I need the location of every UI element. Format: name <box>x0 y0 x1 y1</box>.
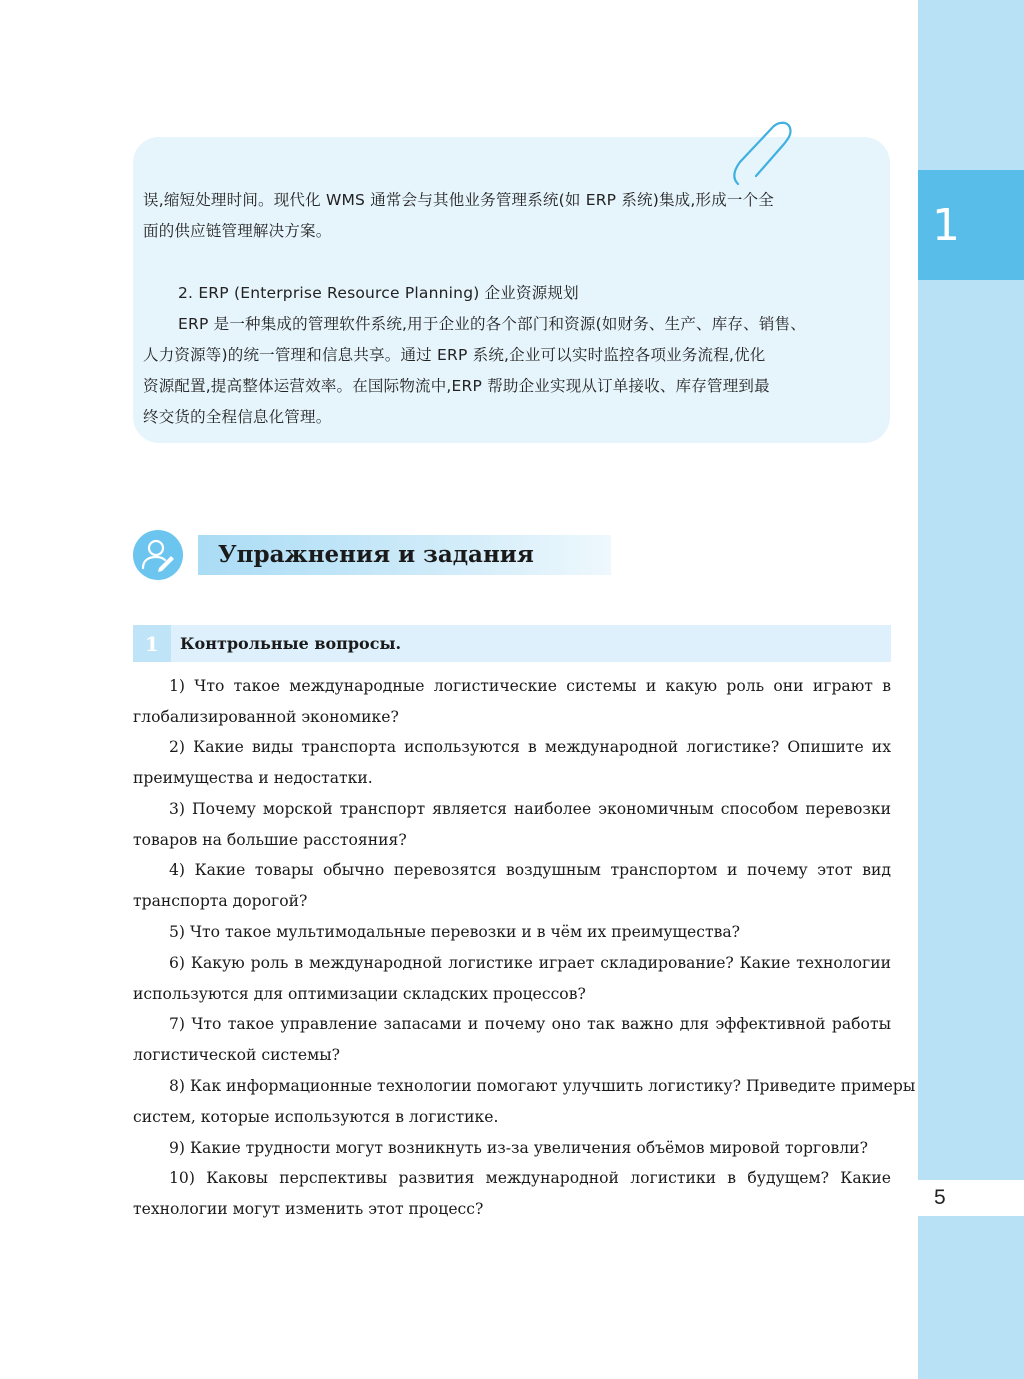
note-line: 误,缩短处理时间。现代化 WMS 通常会与其他业务管理系统(如 ERP 系统)集成,形成一个全 <box>143 191 775 209</box>
question-line: систем, которые используются в логистике. <box>133 1108 499 1126</box>
question-line: 1) Что такое международные логистические системы и какую роль они играют в <box>169 677 891 695</box>
note-line: 资源配置,提高整体运营效率。在国际物流中,ERP 帮助企业实现从订单接收、库存管理到最 <box>143 377 770 395</box>
question-line: транспорта дорогой? <box>133 892 308 910</box>
chapter-tab <box>918 170 1024 280</box>
control-number: 1 <box>133 625 171 662</box>
note-line: 终交货的全程信息化管理。 <box>143 408 332 426</box>
question-line: 10) Каковы перспективы развития международной логистики в будущем? Какие <box>169 1169 891 1187</box>
page-number-box <box>918 1180 1024 1216</box>
note-line: 人力资源等)的统一管理和信息共享。通过 ERP 系统,企业可以实时监控各项业务流程,优化 <box>143 346 766 364</box>
question-line: 2) Какие виды транспорта используются в международной логистике? Опишите их <box>169 738 891 756</box>
note-subheading: 2. ERP (Enterprise Resource Planning) 企业资源规划 <box>178 284 579 302</box>
note-line: ERP 是一种集成的管理软件系统,用于企业的各个部门和资源(如财务、生产、库存、销售、 <box>178 315 806 333</box>
note-line: 面的供应链管理解决方案。 <box>143 222 332 240</box>
question-line: 8) Как информационные технологии помогают улучшить логистику? Приведите примеры <box>169 1077 916 1095</box>
question-line: 9) Какие трудности могут возникнуть из-за увеличения объёмов мировой торговли? <box>169 1139 868 1157</box>
question-line: товаров на большие расстояния? <box>133 831 407 849</box>
question-line: 6) Какую роль в международной логистике играет складирование? Какие технологии <box>169 954 891 972</box>
chapter-number: 1 <box>932 199 960 251</box>
user-pen-icon <box>133 530 183 580</box>
question-line: технологии могут изменить этот процесс? <box>133 1200 484 1218</box>
question-line: преимущества и недостатки. <box>133 769 373 787</box>
question-line: 4) Какие товары обычно перевозятся воздушным транспортом и почему этот вид <box>169 861 891 879</box>
question-line: используются для оптимизации складских процессов? <box>133 985 586 1003</box>
question-line: 5) Что такое мультимодальные перевозки и в чём их преимущества? <box>169 923 741 941</box>
page-number: 5 <box>934 1186 946 1209</box>
question-line: глобализированной экономике? <box>133 708 399 726</box>
question-line: логистической системы? <box>133 1046 340 1064</box>
control-title: Контрольные вопросы. <box>180 634 402 653</box>
question-line: 7) Что такое управление запасами и почему оно так важно для эффективной работы <box>169 1015 891 1033</box>
question-line: 3) Почему морской транспорт является наиболее экономичным способом перевозки <box>169 800 891 818</box>
section-title: Упражнения и задания <box>218 541 534 568</box>
